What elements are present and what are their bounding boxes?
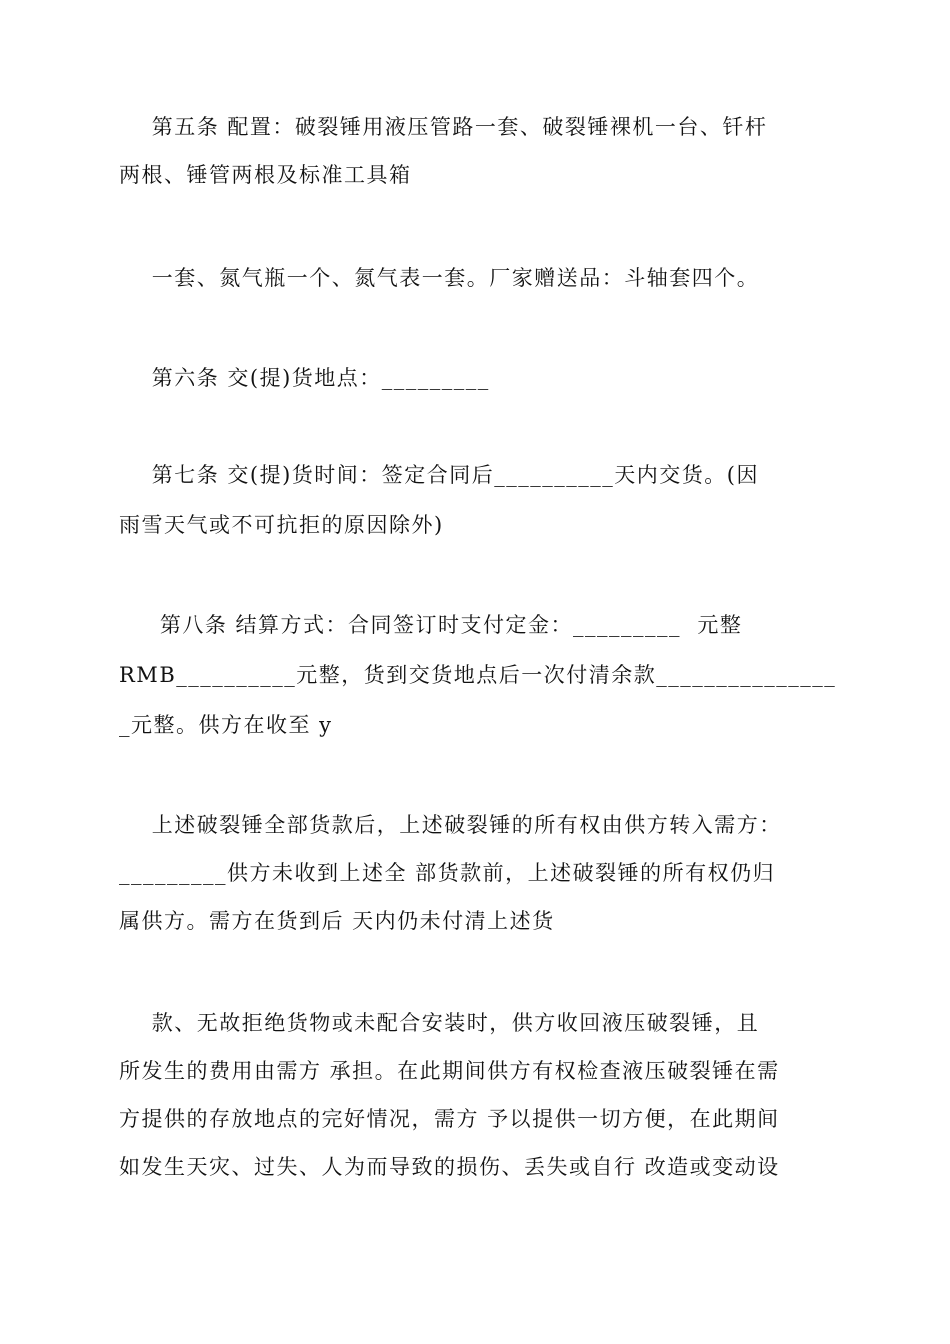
ownership-line-3: 属供方。需方在货到后 天内仍未付清上述货 — [119, 909, 555, 933]
clause-8-line-2: RMB__________元整，货到交货地点后一次付清余款_______________ — [119, 663, 837, 687]
clause-5-line-2: 两根、锤管两根及标准工具箱 — [119, 163, 412, 187]
clause-8-line-1: 第八条 结算方式：合同签订时支付定金：_________ 元整 — [119, 613, 743, 637]
clause-7-line-2: 雨雪天气或不可抗拒的原因除外) — [119, 513, 444, 537]
clause-7-line-1: 第七条 交(提)货时间：签定合同后__________天内交货。(因 — [119, 463, 759, 487]
repossession-line-3: 方提供的存放地点的完好情况，需方 予以提供一切方便，在此期间 — [119, 1107, 780, 1131]
clause-5-continuation: 一套、氮气瓶一个、氮气表一套。厂家赠送品：斗轴套四个。 — [119, 266, 760, 290]
repossession-line-4: 如发生天灾、过失、人为而导致的损伤、丢失或自行 改造或变动设 — [119, 1155, 780, 1179]
clause-6-line-1: 第六条 交(提)货地点：_________ — [119, 366, 490, 390]
repossession-line-2: 所发生的费用由需方 承担。在此期间供方有权检查液压破裂锤在需 — [119, 1059, 780, 1083]
clause-8-line-3: _元整。供方在收至 y — [119, 713, 333, 737]
clause-5-line-1: 第五条 配置：破裂锤用液压管路一套、破裂锤裸机一台、钎杆 — [119, 115, 768, 139]
ownership-line-2: _________供方未收到上述全 部货款前，上述破裂锤的所有权仍归 — [119, 861, 776, 885]
repossession-line-1: 款、无故拒绝货物或未配合安装时，供方收回液压破裂锤，且 — [119, 1011, 760, 1035]
ownership-line-1: 上述破裂锤全部货款后，上述破裂锤的所有权由供方转入需方： — [119, 813, 782, 837]
